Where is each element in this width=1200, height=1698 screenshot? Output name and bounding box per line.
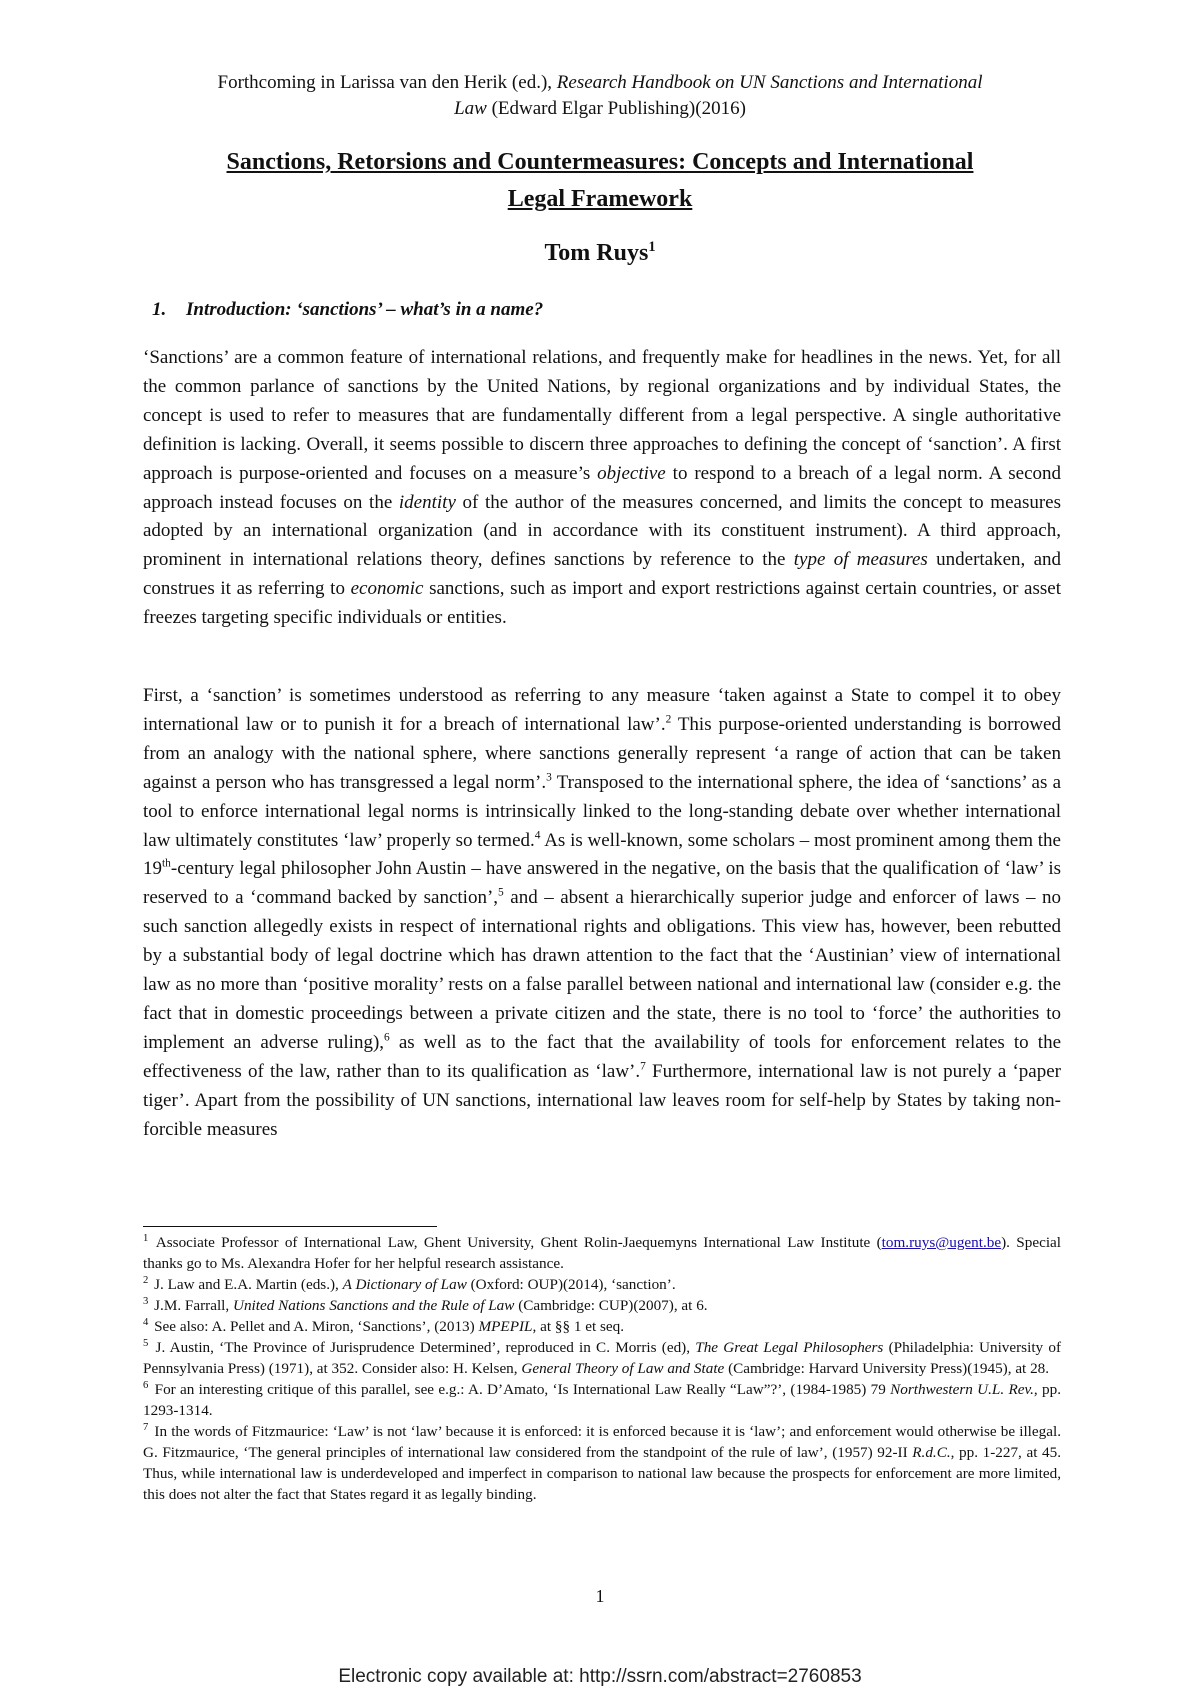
footnote-3-text-a: J.M. Farrall, bbox=[150, 1297, 233, 1314]
footnote-1-number: 1 bbox=[143, 1232, 149, 1244]
footnote-3 bbox=[143, 1295, 1061, 1316]
footnote-ref-4[interactable]: 4 bbox=[534, 829, 541, 842]
paper-title-line1: Sanctions, Retorsions and Countermeasures: Concepts and International bbox=[226, 149, 974, 175]
footnote-4-number: 4 bbox=[143, 1316, 149, 1328]
footnote-6 bbox=[143, 1379, 1061, 1421]
footnote-2-text-b: (Oxford: OUP)(2014), ‘sanction’. bbox=[466, 1276, 676, 1293]
footnote-7-text-b: , pp. 1-227, at 45. Thus, while international law is underdeveloped and imperfect in comparison to national law because the prospects for enforcement are more limited, this does not alter the fact that States regard it as legally binding. bbox=[143, 1444, 1061, 1503]
p1-emph-economic: economic bbox=[350, 578, 424, 600]
p2-text-8: Furthermore, international law is not purely a ‘paper tiger’. Apart from the possibility of UN sanctions, international law leaves room for self-help by States by taking non-forcible measures bbox=[143, 1060, 1061, 1140]
footnote-6-text-a: For an interesting critique of this parallel, see e.g.: A. D’Amato, ‘Is International Law Really “Law”?’, (1984-1985) 79 bbox=[150, 1381, 891, 1398]
footnote-5-text-b: (Philadelphia: University of Pennsylvania Press) (1971), at 352. Consider also: H. Kelsen, bbox=[143, 1339, 1062, 1377]
footnote-1 bbox=[143, 1232, 1061, 1274]
footnote-7-text-a: In the words of Fitzmaurice: ‘Law’ is not ‘law’ because it is enforced: it is enforced because it is ‘law’; and enforcement would otherwise be illegal. G. Fitzmaurice, ‘The general principles of international law considered from the standpoint of the rule of law’, (1957) 92-II bbox=[143, 1423, 1061, 1461]
footnote-5 bbox=[143, 1337, 1061, 1379]
footnote-4-title: MPEPIL bbox=[478, 1318, 533, 1335]
section-heading bbox=[152, 297, 543, 323]
page-number: 1 bbox=[595, 1586, 605, 1606]
paragraph-2 bbox=[143, 682, 1061, 1145]
footnote-4 bbox=[143, 1316, 1061, 1337]
p1-emph-objective: objective bbox=[597, 462, 666, 484]
footnote-ref-7[interactable]: 7 bbox=[640, 1060, 646, 1073]
footnote-5-number: 5 bbox=[143, 1337, 149, 1349]
publication-note-prefix: Forthcoming in Larissa van den Herik (ed.), bbox=[217, 72, 557, 93]
footnotes bbox=[143, 1232, 1061, 1505]
footnote-6-journal: Northwestern U.L. Rev. bbox=[890, 1381, 1034, 1398]
ordinal-suffix: th bbox=[162, 858, 171, 871]
footnote-3-number: 3 bbox=[143, 1295, 149, 1307]
footnote-6-text-b: , pp. 1293-1314. bbox=[143, 1381, 1061, 1419]
paper-title-line2: Legal Framework bbox=[507, 186, 693, 212]
publication-note bbox=[100, 70, 1100, 122]
section-number: 1. bbox=[152, 299, 167, 320]
footnote-5-title: The Great Legal Philosophers bbox=[695, 1339, 884, 1356]
p2-text-4: As is well-known, some scholars – most prominent among them the 19 bbox=[143, 829, 1061, 880]
footnote-ref-2[interactable]: 2 bbox=[665, 713, 672, 726]
p1-emph-identity: identity bbox=[398, 491, 456, 513]
author-email-link[interactable]: tom.ruys@ugent.be bbox=[881, 1234, 1002, 1251]
p2-text-7: as well as to the fact that the availability of tools for enforcement relates to the effectiveness of the law, rather than to its qualification as ‘law’. bbox=[143, 1031, 1062, 1082]
author-footnote-mark[interactable]: 1 bbox=[648, 239, 656, 255]
footnote-3-title: United Nations Sanctions and the Rule of Law bbox=[233, 1297, 515, 1314]
paragraph-1 bbox=[143, 344, 1061, 633]
footnote-2-text-a: J. Law and E.A. Martin (eds.), bbox=[150, 1276, 343, 1293]
author bbox=[300, 238, 900, 268]
p1-text-5: sanctions, such as import and export restrictions against certain countries, or asset freezes targeting specific individuals or entities. bbox=[143, 578, 1061, 629]
footnote-4-text-b: , at §§ 1 et seq. bbox=[532, 1318, 625, 1335]
footnote-ref-6[interactable]: 6 bbox=[384, 1031, 390, 1044]
footnote-4-text-a: See also: A. Pellet and A. Miron, ‘Sanctions’, (2013) bbox=[150, 1318, 479, 1335]
footnote-5-text-a: J. Austin, ‘The Province of Jurisprudence Determined’, reproduced in C. Morris (ed), bbox=[150, 1339, 696, 1356]
author-name: Tom Ruys bbox=[544, 240, 649, 266]
footnote-3-text-b: (Cambridge: CUP)(2007), at 6. bbox=[514, 1297, 708, 1314]
ssrn-notice[interactable]: Electronic copy available at: http://ssrn.com/abstract=2760853 bbox=[338, 1666, 862, 1687]
p2-text-5: -century legal philosopher John Austin – have answered in the negative, on the basis that the qualification of ‘law’ is reserved to a ‘command backed by sanction’, bbox=[143, 858, 1061, 909]
footnote-ref-5[interactable]: 5 bbox=[498, 887, 504, 900]
p1-text-1: ‘Sanctions’ are a common feature of international relations, and frequently make for headlines in the news. Yet, for all the common parlance of sanctions by the United Nations, by regional organizations and by individual States, the concept is used to refer to measures that are fundamentally different from a legal perspective. A single authoritative definition is lacking. Overall, it seems possible to discern three approaches to defining the concept of ‘sanction’. A first approach is purpose-oriented and focuses on a measure’s bbox=[143, 347, 1061, 484]
footnote-7 bbox=[143, 1421, 1061, 1505]
footnote-2-number: 2 bbox=[143, 1274, 149, 1286]
footnote-6-number: 6 bbox=[143, 1379, 149, 1391]
p1-emph-type: type of measures bbox=[793, 549, 928, 571]
p2-text-3: Transposed to the international sphere, the idea of ‘sanctions’ as a tool to enforce international legal norms is intrinsically linked to the long-standing debate over whether international law ultimately constitutes ‘law’ properly so termed. bbox=[143, 771, 1061, 851]
p2-text-1: First, a ‘sanction’ is sometimes understood as referring to any measure ‘taken against a State to compel it to obey international law or to punish it for a breach of international law’. bbox=[143, 685, 1061, 735]
section-title: Introduction: ‘sanctions’ – what’s in a name? bbox=[186, 299, 544, 320]
footnote-7-journal: R.d.C. bbox=[912, 1444, 951, 1461]
footnote-ref-3[interactable]: 3 bbox=[546, 771, 552, 784]
p1-text-3: of the author of the measures concerned, and limits the concept to measures adopted by an international organization (and in accordance with its constituent instrument). A third approach, prominent in international relations theory, defines sanctions by reference to the bbox=[143, 491, 1061, 571]
footnote-2-title: A Dictionary of Law bbox=[342, 1276, 467, 1293]
footnote-2 bbox=[143, 1274, 1061, 1295]
footnote-5-title-2: General Theory of Law and State bbox=[521, 1360, 725, 1377]
p1-text-2: to respond to a breach of a legal norm. A second approach instead focuses on the bbox=[143, 462, 1061, 513]
footnote-7-number: 7 bbox=[143, 1421, 149, 1433]
handbook-title-cont: Law bbox=[454, 98, 487, 119]
p2-text-2: This purpose-oriented understanding is borrowed from an analogy with the national sphere, where sanctions generally represent ‘a range of action that can be taken against a person who has transgressed a legal norm’. bbox=[143, 713, 1061, 793]
footnote-1-text-b: ). Special thanks go to Ms. Alexandra Hofer for her helpful research assistance. bbox=[143, 1234, 1061, 1272]
footnote-1-text-a: Associate Professor of International Law, Ghent University, Ghent Rolin-Jaequemyns International Law Institute ( bbox=[150, 1234, 882, 1251]
footnote-separator bbox=[143, 1226, 437, 1227]
publisher: (Edward Elgar Publishing)(2016) bbox=[486, 98, 746, 119]
p1-text-4: undertaken, and construes it as referring to bbox=[143, 549, 1062, 600]
p2-text-6: and – absent a hierarchically superior judge and enforcer of laws – no such sanction allegedly exists in respect of international rights and obligations. This view has, however, been rebutted by a substantial body of legal doctrine which has drawn attention to the fact that the ‘Austinian’ view of international law as no more than ‘positive morality’ rests on a false parallel between national and international law (consider e.g. the fact that in domestic proceedings between a private citizen and the state, there is no tool to ‘force’ the authorities to implement an adverse ruling), bbox=[143, 887, 1061, 1053]
footnote-5-text-c: (Cambridge: Harvard University Press)(1945), at 28. bbox=[724, 1360, 1050, 1377]
paper-title bbox=[140, 144, 1060, 218]
handbook-title: Research Handbook on UN Sanctions and International bbox=[556, 72, 983, 93]
